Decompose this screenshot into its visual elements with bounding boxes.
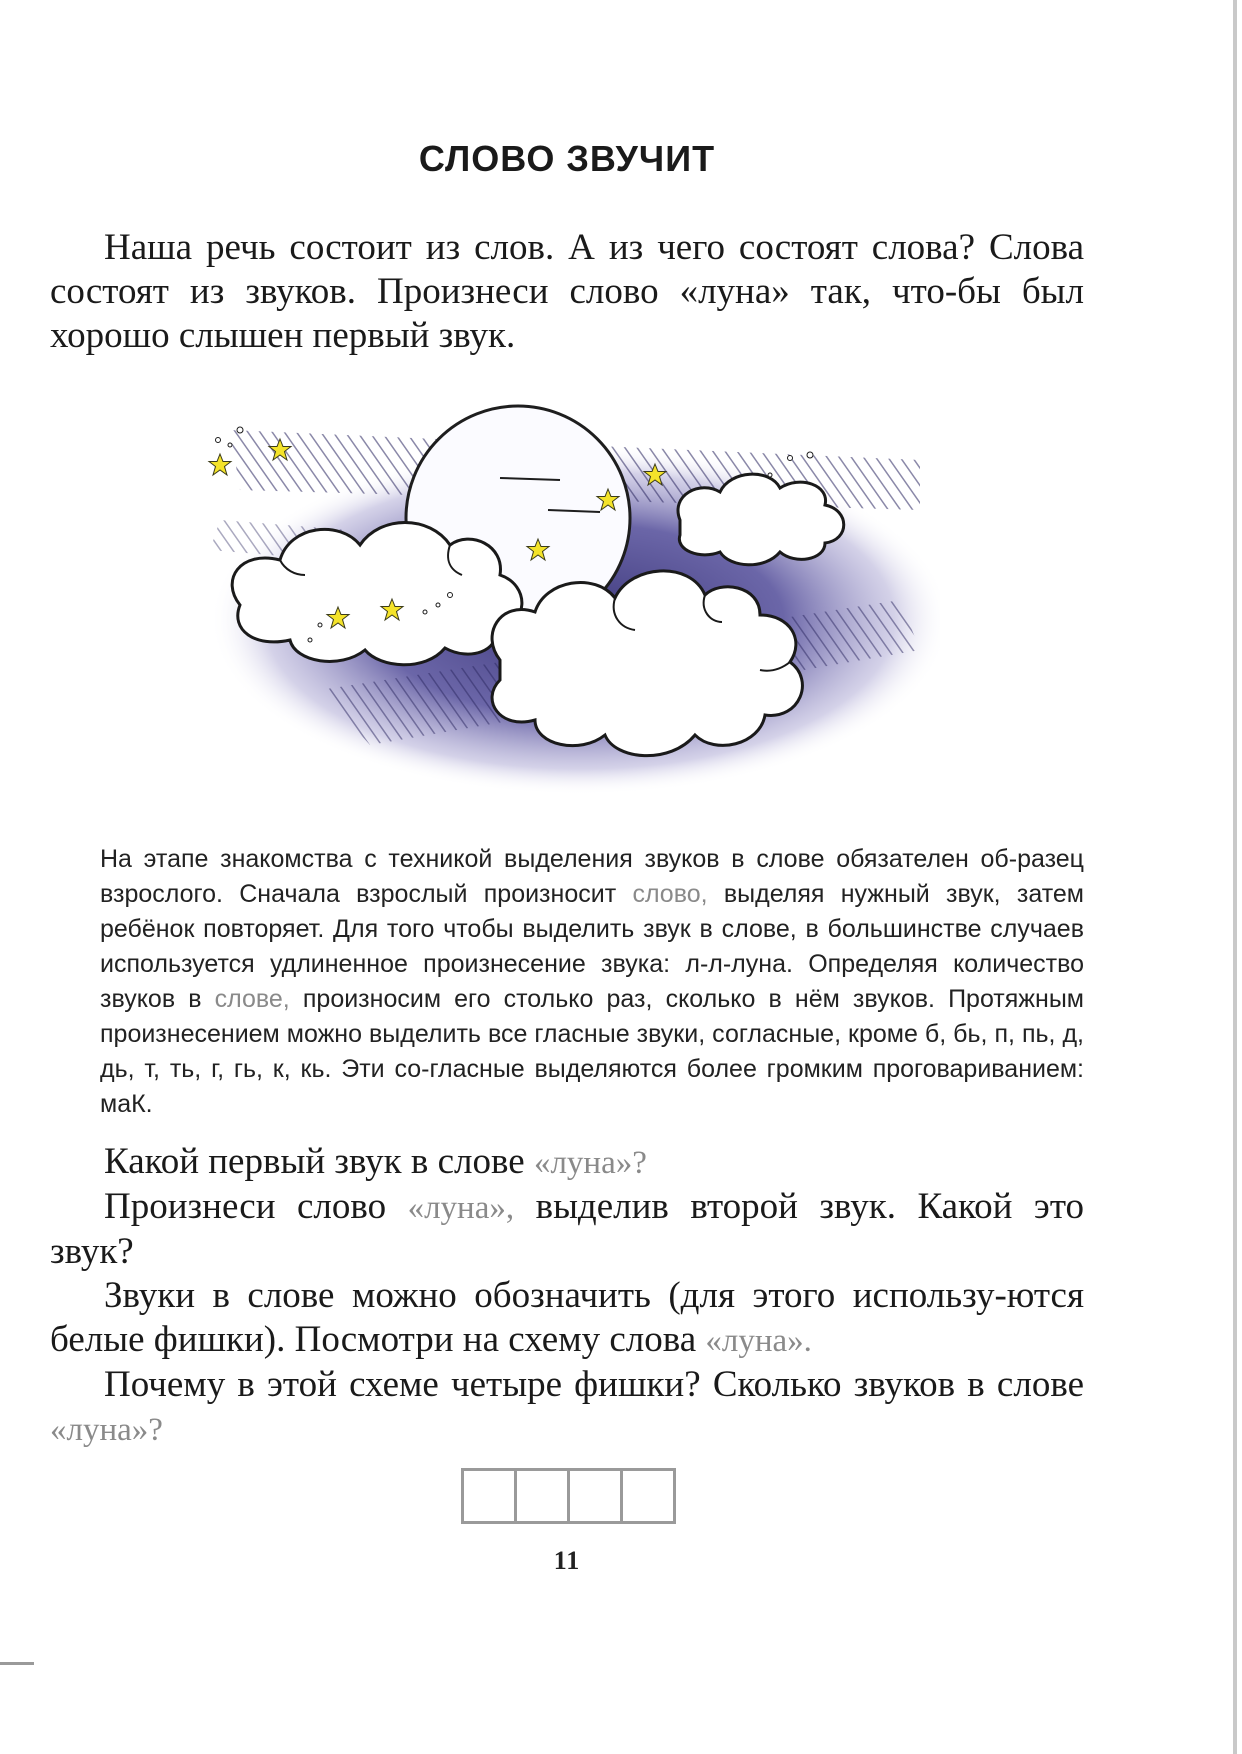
page-number: 11 <box>553 1546 581 1575</box>
note-part-1: На этапе знакомства с техникой выделения звуков в слове обязателен об-разец взрослого. Сначала взрослый произносит <box>100 845 1084 908</box>
cloud-right-small <box>678 474 844 565</box>
note-part-2: выделяя нужный звук, затем ребёнок повторяет. Для того чтобы выделить звук в слове, в большинстве случаев используется удлиненное произнесение звука: л-л-луна. Определяя количество звуков в <box>100 880 1084 1013</box>
question-1-text: Какой первый звук в слове <box>104 1141 534 1182</box>
word-sound-scheme <box>461 1468 676 1524</box>
sound-chip <box>570 1471 623 1521</box>
teacher-note <box>100 842 1084 1122</box>
question-3-text: Звуки в слове можно обозначить (для этого использу-ются белые фишки). Посмотри на схему слова <box>50 1275 1084 1360</box>
question-3 <box>50 1274 1084 1363</box>
note-part-3: произносим его столько раз, сколько в нём звуков. Протяжным произнесением можно выделить все гласные звуки, согласные, кроме б, бь, п, пь, д, дь, т, ть, г, гь, к, кь. Эти со-гласные выделяются более громким проговариванием: маК. <box>100 985 1084 1118</box>
question-4-word: «луна»? <box>50 1412 163 1448</box>
note-highlight-2: слове, <box>214 985 290 1013</box>
question-2-text-b: выделив второй звук. Какой это звук? <box>50 1186 1084 1272</box>
question-1-word: «луна»? <box>533 1145 647 1181</box>
page-title: СЛОВО ЗВУЧИТ <box>418 138 716 179</box>
teacher-note-text <box>100 842 1084 1122</box>
intro-text: Наша речь состоит из слов. А из чего состоят слова? Слова состоят из звуков. Произнеси слово «луна» так, что-бы был хорошо слышен первый звук. <box>50 227 1084 356</box>
question-3-word: «луна». <box>705 1323 812 1359</box>
margin-mark <box>0 1662 34 1665</box>
page-edge-rule <box>1233 0 1237 1754</box>
question-4-text: Почему в этой схеме четыре фишки? Сколько звуков в слове <box>104 1364 1084 1405</box>
note-highlight-1: слово, <box>632 880 708 908</box>
exercise-questions <box>50 1140 1084 1452</box>
sound-chip <box>464 1471 517 1521</box>
question-2-word: «луна», <box>407 1190 515 1226</box>
sound-chip <box>623 1471 673 1521</box>
question-4 <box>50 1363 1084 1452</box>
question-1 <box>50 1140 1084 1185</box>
moon-clouds-illustration <box>200 400 940 795</box>
sound-chip <box>517 1471 570 1521</box>
intro-paragraph <box>50 226 1084 358</box>
question-2-text-a: Произнеси слово <box>104 1186 408 1227</box>
question-2 <box>50 1185 1084 1274</box>
